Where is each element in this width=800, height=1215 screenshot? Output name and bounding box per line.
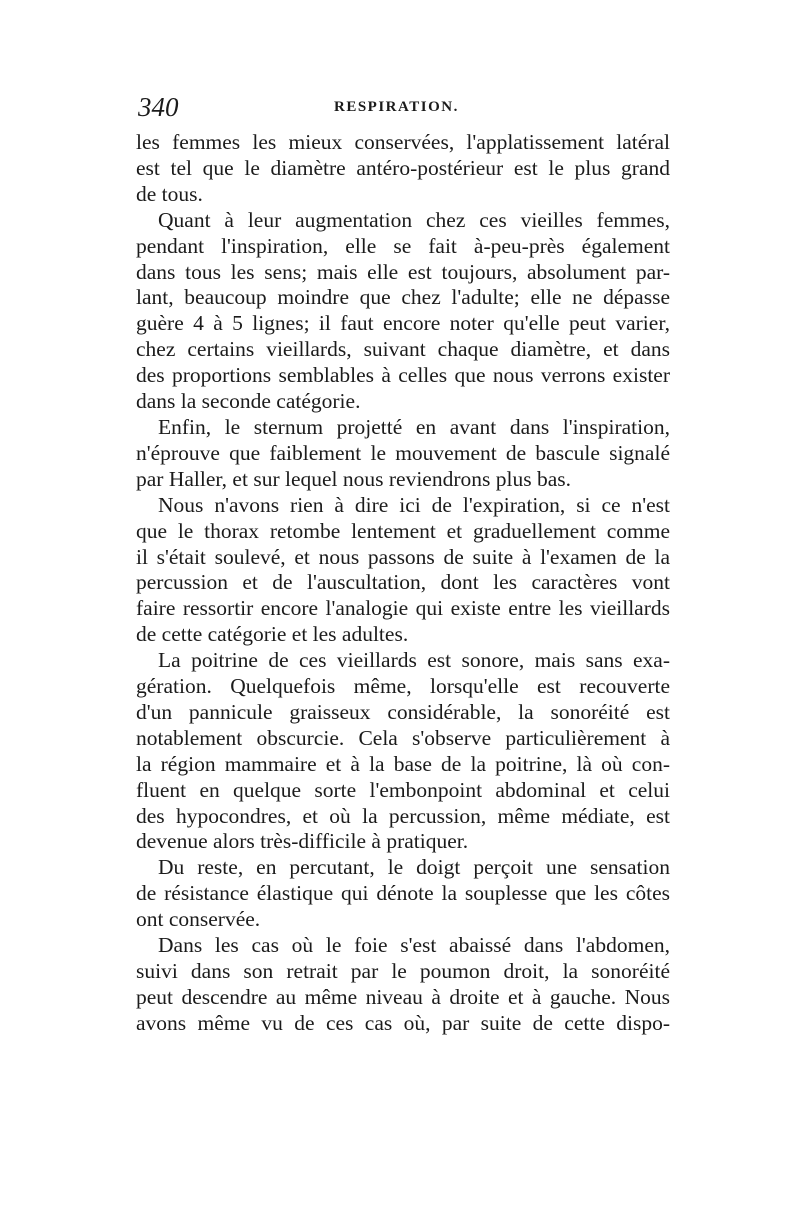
text-line: de résistance élastique qui dénote la souplesse que les côtes xyxy=(136,881,670,906)
text-line: des hypocondres, et où la percussion, même médiate, est xyxy=(136,803,670,828)
text-line: avons même vu de ces cas où, par suite de cette dispo- xyxy=(136,1010,670,1035)
text-line: Du reste, en percutant, le doigt perçoit une sensation xyxy=(158,855,670,880)
text-line: gération. Quelquefois même, lorsqu'elle est recouverte xyxy=(136,674,670,699)
text-line: des proportions semblables à celles que nous verrons exister xyxy=(136,363,670,388)
text-line: suivi dans son retrait par le poumon droit, la sonoréité xyxy=(136,959,670,983)
text-line: Enfin, le sternum projetté en avant dans l'inspiration, xyxy=(158,414,670,439)
text-line: par Haller, et sur lequel nous reviendrons plus bas. xyxy=(136,466,571,491)
text-line: dans tous les sens; mais elle est toujours, absolument par- xyxy=(136,259,670,284)
text-line: faire ressortir encore l'analogie qui existe entre les vieillards xyxy=(136,596,670,621)
text-line: les femmes les mieux conservées, l'applatissement latéral xyxy=(136,130,670,154)
page-number: 340 xyxy=(138,92,179,122)
running-title: RESPIRATION. xyxy=(334,99,459,115)
text-line: de cette catégorie et les adultes. xyxy=(136,622,409,647)
text-line: guère 4 à 5 lignes; il faut encore noter qu'elle peut varier, xyxy=(136,311,670,336)
text-line: fluent en quelque sorte l'embonpoint abdominal et celui xyxy=(136,777,670,802)
text-line: est tel que le diamètre antéro-postérieur est le plus grand xyxy=(136,155,670,180)
text-line: La poitrine de ces vieillards est sonore, mais sans exa- xyxy=(158,648,670,673)
text-line: percussion et de l'auscultation, dont les caractères vont xyxy=(136,570,670,595)
text-line: dans la seconde catégorie. xyxy=(136,389,361,414)
text-line: que le thorax retombe lentement et graduellement comme xyxy=(136,518,670,543)
text-line: lant, beaucoup moindre que chez l'adulte; elle ne dépasse xyxy=(136,285,670,310)
text-line: ont conservée. xyxy=(136,907,261,932)
text-line: d'un pannicule graisseux considérable, la sonoréité est xyxy=(136,699,670,724)
page-header xyxy=(138,92,670,126)
text-line: la région mammaire et à la base de la poitrine, là où con- xyxy=(136,751,670,776)
text-line: il s'était soulevé, et nous passons de suite à l'examen de la xyxy=(136,544,670,569)
text-line: notablement obscurcie. Cela s'observe particulièrement à xyxy=(136,725,670,750)
text-line: chez certains vieillards, suivant chaque diamètre, et dans xyxy=(136,337,670,362)
text-line: devenue alors très-difficile à pratiquer. xyxy=(136,829,469,854)
text-line: n'éprouve que faiblement le mouvement de bascule signalé xyxy=(136,440,670,465)
text-line: pendant l'inspiration, elle se fait à-peu-près également xyxy=(136,233,670,258)
text-line: de tous. xyxy=(136,181,203,206)
text-line: Nous n'avons rien à dire ici de l'expiration, si ce n'est xyxy=(158,492,670,517)
text-line: Quant à leur augmentation chez ces vieilles femmes, xyxy=(158,207,670,232)
text-line: peut descendre au même niveau à droite et à gauche. Nous xyxy=(136,984,670,1009)
body-text xyxy=(136,130,670,1037)
text-line: Dans les cas où le foie s'est abaissé dans l'abdomen, xyxy=(158,933,670,958)
